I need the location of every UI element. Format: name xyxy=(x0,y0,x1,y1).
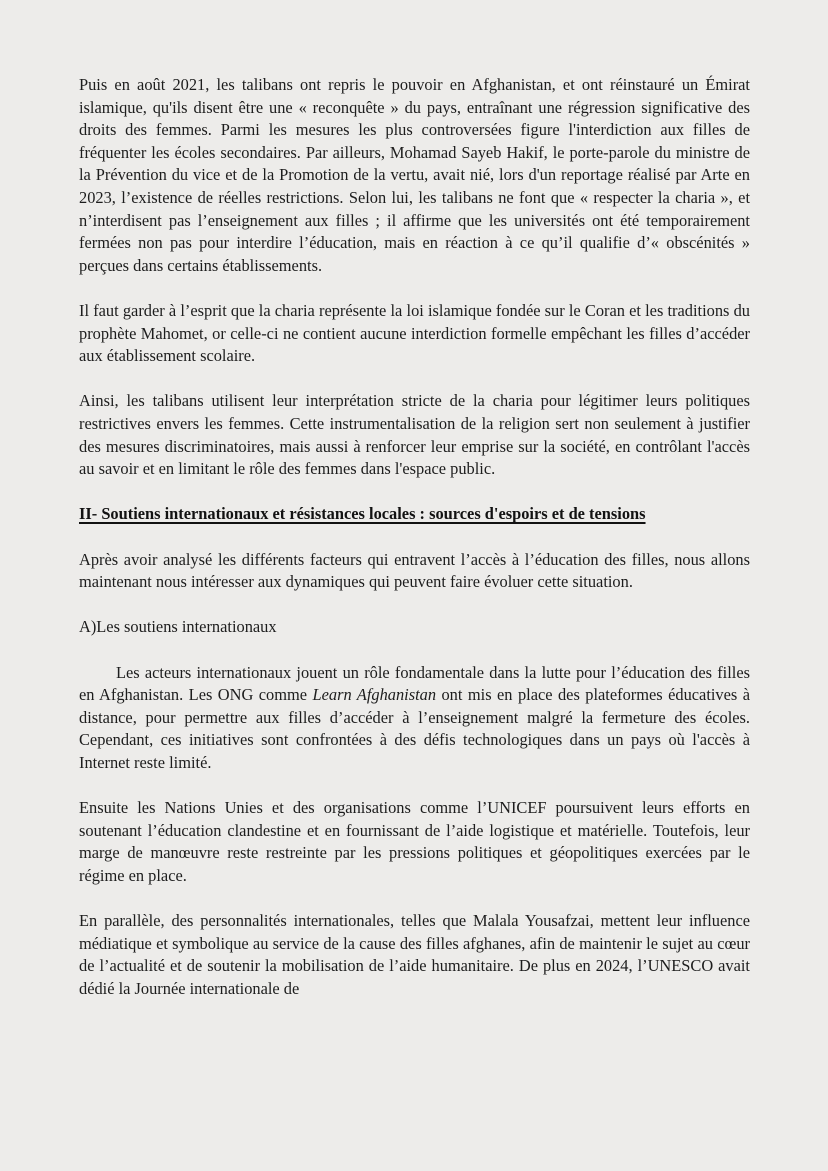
paragraph-acteurs-internationaux xyxy=(79,662,750,775)
paragraph-taliban-2021: Puis en août 2021, les talibans ont repris le pouvoir en Afghanistan, et ont réinstauré un Émirat islamique, qu'ils disent être une « reconquête » du pays, entraînant une régression significative des droits des femmes. Parmi les mesures les plus controversées figure l'interdiction aux filles de fréquenter les écoles secondaires. Par ailleurs, Mohamad Sayeb Hakif, le porte-parole du ministre de la Prévention du vice et de la Promotion de la vertu, avait nié, lors d'un reportage réalisé par Arte en 2023, l’existence de réelles restrictions. Selon lui, les talibans ne font que « respecter la charia », et n’interdisent pas l’enseignement aux filles ; il affirme que les universités ont été temporairement fermées non pas pour interdire l’éducation, mais en réaction à ce qu’il qualifie d’« obscénités » perçues dans certains établissements. xyxy=(79,75,750,275)
section-heading-part-two xyxy=(79,503,750,526)
paragraph-transition: Après avoir analysé les différents facteurs qui entravent l’accès à l’éducation des filles, nous allons maintenant nous intéresser aux dynamiques qui peuvent faire évoluer cette situation. xyxy=(79,549,750,592)
text-segment-before-ngo-name: Les acteurs internationaux jouent un rôle fondamentale dans la lutte pour l’éducation des filles en Afghanistan. Les ONG comme xyxy=(79,662,750,705)
document-text-body xyxy=(79,74,750,1001)
ngo-name-learn-afghanistan: Learn Afghanistan xyxy=(312,685,437,705)
paragraph-charia-definition: Il faut garder à l’esprit que la charia représente la loi islamique fondée sur le Coran et les traditions du prophète Mahomet, or celle-ci ne contient aucune interdiction formelle empêchant les filles d’accéder aux établissement scolaire. xyxy=(79,300,750,366)
paragraph-nations-unies: Ensuite les Nations Unies et des organisations comme l’UNICEF poursuivent leurs efforts en soutenant l’éducation clandestine et en fournissant de l’aide logistique et matérielle. Toutefois, leur marge de manœuvre reste restreinte par les pressions politiques et géopolitiques exercées par le régime en place. xyxy=(79,798,750,885)
section-heading-text: II- Soutiens internationaux et résistances locales : sources d'espoirs et de tensions xyxy=(79,504,646,524)
subheading-a-soutiens-internationaux: A)Les soutiens internationaux xyxy=(79,617,277,637)
text-segment-after-ngo-name: ont mis en place des plateformes éducatives à distance, pour permettre aux filles d’accéder à l’enseignement malgré la fermeture des écoles. Cependant, ces initiatives sont confrontées à des défis technologiques dans un pays où l'accès à Internet reste limité. xyxy=(79,685,751,773)
paragraph-instrumentalisation: Ainsi, les talibans utilisent leur interprétation stricte de la charia pour légitimer leurs politiques restrictives envers les femmes. Cette instrumentalisation de la religion sert non seulement à justifier des mesures discriminatoires, mais aussi à renforcer leur emprise sur la société, en contrôlant l'accès au savoir et en limitant le rôle des femmes dans l'espace public. xyxy=(79,391,750,479)
paragraph-malala: En parallèle, des personnalités internationales, telles que Malala Yousafzai, mettent leur influence médiatique et symbolique au service de la cause des filles afghanes, afin de maintenir le sujet au cœur de l’actualité et de soutenir la mobilisation de l’aide humanitaire. De plus en 2024, l’UNESCO avait dédié la Journée internationale de xyxy=(79,911,750,998)
